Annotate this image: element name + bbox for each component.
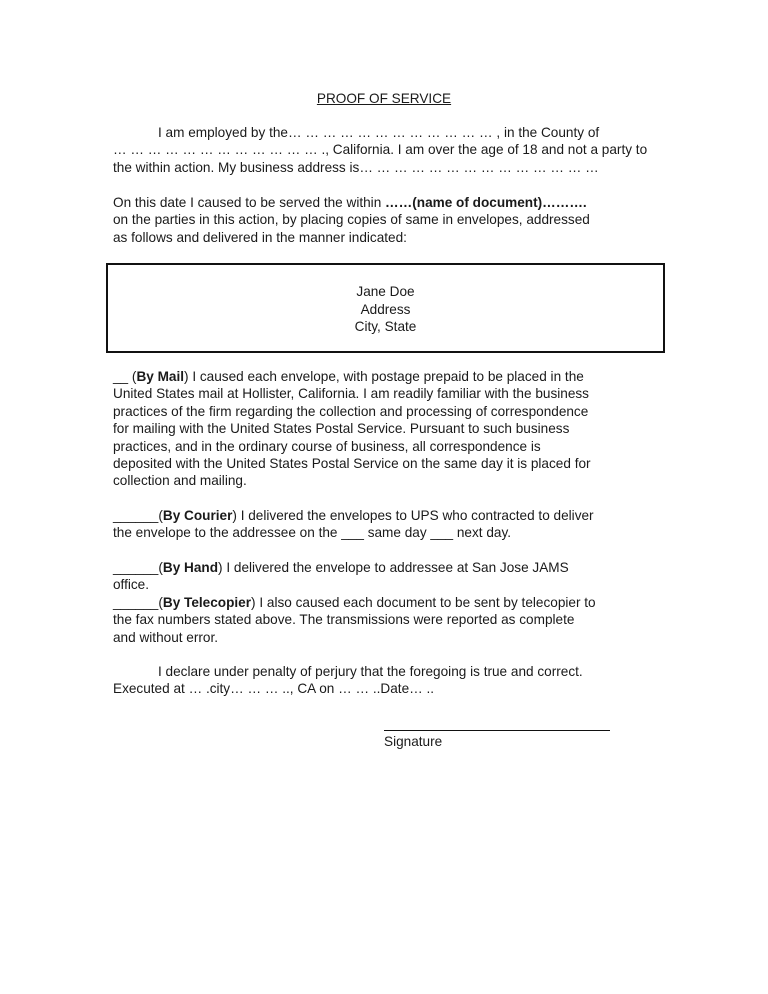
declaration-line-1: I declare under penalty of perjury that the foregoing is true and correct. <box>158 664 583 679</box>
by-hand-line-1: ) I delivered the envelope to addressee at San Jose JAMS <box>218 560 569 575</box>
by-mail-line-7: collection and mailing. <box>113 473 247 489</box>
declaration-paragraph <box>113 663 661 698</box>
by-mail-line-2: United States mail at Hollister, California. I am readily familiar with the business <box>113 386 589 402</box>
addressee-name: Jane Doe <box>356 284 415 299</box>
employment-line-1: I am employed by the… … … … … … … … … … … … , in the County of <box>158 125 600 140</box>
by-hand-line-2: office. <box>113 577 150 593</box>
addressee-address: Address <box>360 301 411 317</box>
by-mail-blank: __ ( <box>113 369 137 384</box>
addressee-city-state: City, State <box>354 319 417 334</box>
by-mail-line-5: practices, and in the ordinary course of business, all correspondence is <box>113 438 541 454</box>
by-courier-blank: ______( <box>113 508 163 523</box>
service-line-3: as follows and delivered in the manner indicated: <box>113 229 407 245</box>
by-hand-blank: ______( <box>113 560 163 575</box>
by-mail-line-1: ) I caused each envelope, with postage prepaid to be placed in the <box>184 369 584 384</box>
declaration-line-2: Executed at … .city… … … .., CA on … … ..Date… .. <box>113 681 435 697</box>
by-courier-line-2: the envelope to the addressee on the ___ same day ___ next day. <box>113 525 512 541</box>
by-telecopier-blank: ______( <box>113 595 163 610</box>
by-telecopier-line-1: ) I also caused each document to be sent by telecopier to <box>251 595 596 610</box>
by-courier-paragraph <box>113 507 661 542</box>
by-telecopier-line-2: the fax numbers stated above. The transmissions were reported as complete <box>113 612 575 628</box>
by-mail-label: By Mail <box>136 369 185 384</box>
signature-label: Signature <box>384 734 443 749</box>
document-title: PROOF OF SERVICE <box>316 91 452 106</box>
by-telecopier-paragraph <box>113 594 661 646</box>
employment-line-3: the within action. My business address is… … … … … … … … … … … … … … <box>113 159 599 175</box>
by-hand-label: By Hand <box>162 560 219 575</box>
addressee-box <box>106 263 665 353</box>
service-line-1: On this date I caused to be served the within <box>113 195 386 210</box>
service-line-2: on the parties in this action, by placing copies of same in envelopes, addressed <box>113 212 590 228</box>
by-telecopier-label: By Telecopier <box>162 595 252 610</box>
by-hand-paragraph <box>113 559 661 594</box>
service-paragraph <box>113 194 661 246</box>
by-mail-line-4: for mailing with the United States Postal Service. Pursuant to such business <box>113 421 570 437</box>
signature-line <box>384 730 610 731</box>
employment-line-2: … … … … … … … … … … … … ., California. I am over the age of 18 and not a party to <box>113 142 648 158</box>
by-courier-line-1: ) I delivered the envelopes to UPS who contracted to deliver <box>232 508 594 523</box>
document-name-placeholder: ……(name of document)………. <box>385 195 587 210</box>
by-mail-line-3: practices of the firm regarding the collection and processing of correspondence <box>113 403 589 419</box>
employment-paragraph <box>113 124 661 176</box>
by-courier-label: By Courier <box>162 508 233 523</box>
by-telecopier-line-3: and without error. <box>113 629 219 645</box>
by-mail-paragraph <box>113 368 661 490</box>
by-mail-line-6: deposited with the United States Postal Service on the same day it is placed for <box>113 456 591 472</box>
